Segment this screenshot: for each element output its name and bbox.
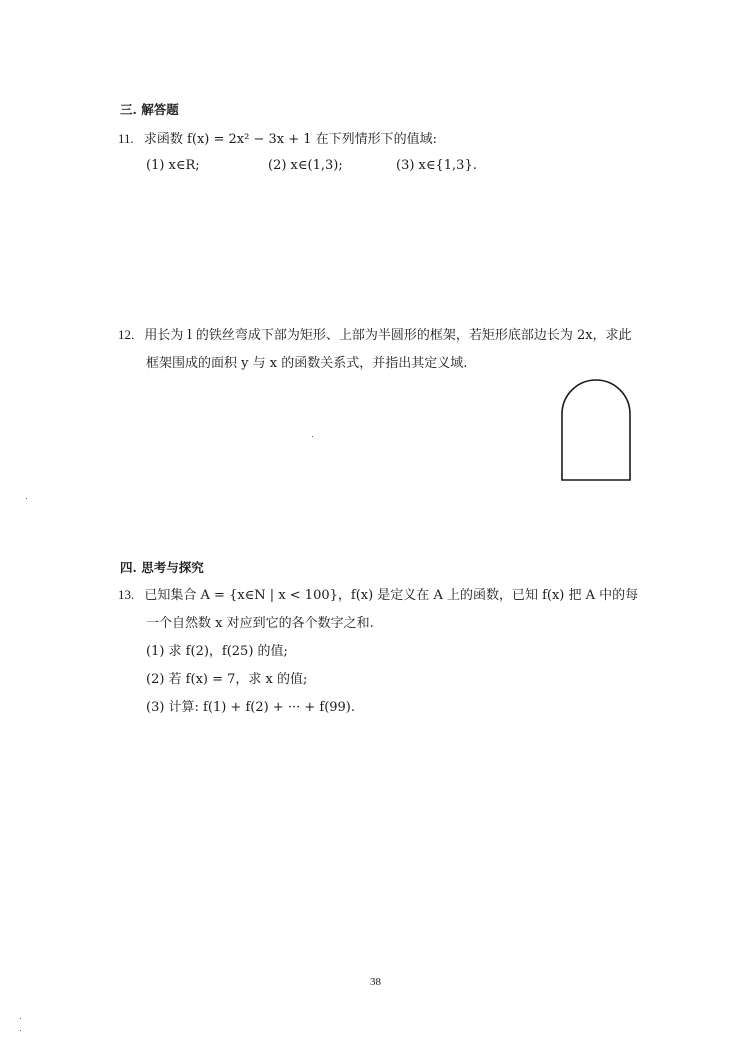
question-13-part-3: (3) 计算: f(1) + f(2) + ··· + f(99).	[146, 700, 356, 715]
scan-speck	[20, 1018, 21, 1019]
section-heading-4: 四. 思考与探究	[120, 560, 204, 575]
question-number: 13.	[118, 587, 135, 602]
scan-speck	[26, 498, 27, 499]
question-text: 用长为 l 的铁丝弯成下部为矩形、上部为半圆形的框架，若矩形底部边长为 2x，求此	[144, 328, 632, 343]
arch-frame-outline	[562, 380, 630, 480]
question-11-part-1: (1) x∈R;	[146, 158, 200, 173]
question-11-part-2: (2) x∈(1,3);	[268, 158, 343, 173]
question-13-part-1: (1) 求 f(2)，f(25) 的值;	[146, 644, 288, 659]
question-13-line-2: 一个自然数 x 对应到它的各个数字之和.	[146, 616, 374, 631]
question-text: 已知集合 A = {x∈N | x < 100}，f(x) 是定义在 A 上的函数，已知 f(x) 把 A 中的每	[144, 588, 639, 603]
question-13-part-2: (2) 若 f(x) = 7，求 x 的值;	[146, 672, 308, 687]
question-11-part-3: (3) x∈{1,3}.	[396, 158, 477, 173]
scan-speck	[20, 1030, 21, 1031]
question-text: 求函数 f(x) = 2x² − 3x + 1 在下列情形下的值域:	[143, 132, 438, 147]
page-number: 38	[370, 976, 381, 988]
question-13-line-1	[118, 584, 638, 603]
scan-speck	[312, 436, 313, 437]
question-number: 11.	[118, 131, 134, 146]
question-number: 12.	[118, 327, 135, 342]
question-12-line-2: 框架围成的面积 y 与 x 的函数关系式，并指出其定义域.	[146, 356, 468, 371]
section-heading-3: 三. 解答题	[120, 102, 179, 117]
